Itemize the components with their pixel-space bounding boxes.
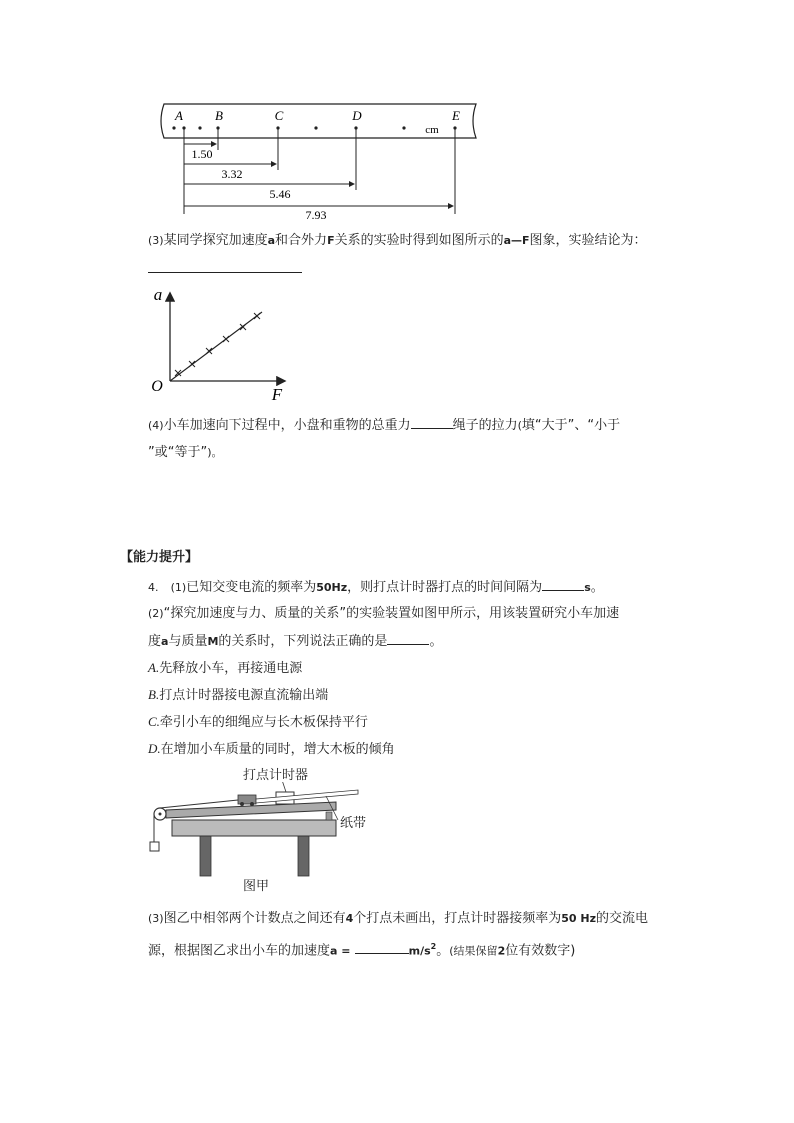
section-title: 【能力提升】 <box>120 550 199 565</box>
tape-point-label: A <box>175 108 183 123</box>
tape-distance-label: 5.46 <box>269 187 291 201</box>
q4-p2-line1: (2)“探究加速度与力、质量的关系”的实验装置如图甲所示，用该装置研究小车加速 <box>148 606 620 621</box>
graph-origin-label: O <box>151 378 163 395</box>
q4-p1-blank[interactable] <box>542 578 584 591</box>
a-f-graph <box>146 284 296 404</box>
q3-number: (3) <box>148 234 164 247</box>
tape-distance-label: 3.32 <box>221 167 243 181</box>
q3-answer-blank[interactable] <box>148 272 302 273</box>
tape-dot <box>198 126 201 129</box>
tape-unit-label: cm <box>425 124 439 136</box>
option-d[interactable]: D.在增加小车质量的同时，增大木板的倾角 <box>148 741 395 757</box>
ticker-tape-figure <box>150 100 490 222</box>
tape-point-label: E <box>452 108 460 123</box>
data-marker <box>240 324 246 330</box>
tape-distance-label: 7.93 <box>305 208 327 222</box>
tape-label: 纸带 <box>340 816 367 831</box>
q3-text: (3)某同学探究加速度a和合外力F关系的实验时得到如图所示的a—F图象，实验结论为： <box>148 233 647 248</box>
graph-x-label: F <box>271 385 283 404</box>
option-a[interactable]: A.先释放小车，再接通电源 <box>148 660 303 676</box>
q4-p2-blank[interactable] <box>387 632 429 645</box>
option-c[interactable]: C.牵引小车的细绳应与长木板保持平行 <box>148 714 368 730</box>
q4-part1-blank[interactable] <box>411 416 453 429</box>
fit-line <box>170 312 262 381</box>
data-marker <box>223 336 229 342</box>
tape-point-label: C <box>274 108 284 123</box>
option-b[interactable]: B.打点计时器接电源直流输出端 <box>148 687 329 703</box>
data-marker <box>254 313 260 319</box>
q4-p3-blank[interactable] <box>355 941 409 954</box>
q4-part1-line1: (4)小车加速向下过程中，小盘和重物的总重力 绳子的拉力(填“大于”、“小于 <box>148 418 621 433</box>
tape-point-label: D <box>352 108 362 123</box>
data-marker <box>189 361 195 367</box>
tape-dot <box>172 126 175 129</box>
data-marker <box>206 348 212 354</box>
q4-p3-line2: 源，根据图乙求出小车的加速度$a = m/s^2$。(结果保留2位有效数字) <box>148 942 576 959</box>
tape-dot <box>314 126 317 129</box>
tape-point-label: B <box>215 108 223 123</box>
q4-p2-line2: 度a与质量M的关系时，下列说法正确的是 。 <box>148 634 443 649</box>
q4-p3-line1: (3)图乙中相邻两个计数点之间还有4个打点未画出，打点计时器接频率为50 Hz的交流电 <box>148 911 649 926</box>
timer-label: 打点计时器 <box>243 768 309 783</box>
tape-distance-label: 1.50 <box>191 147 213 161</box>
figure-caption: 图甲 <box>243 879 270 894</box>
graph-y-label: a <box>153 285 163 304</box>
q4-p1: 4. (1)已知交变电流的频率为50Hz，则打点计时器打点的时间间隔为 s。 <box>148 580 604 595</box>
q4-part1-line2: ”或“等于”)。 <box>148 445 223 460</box>
tape-dot <box>402 126 405 129</box>
apparatus-figure <box>146 782 366 878</box>
